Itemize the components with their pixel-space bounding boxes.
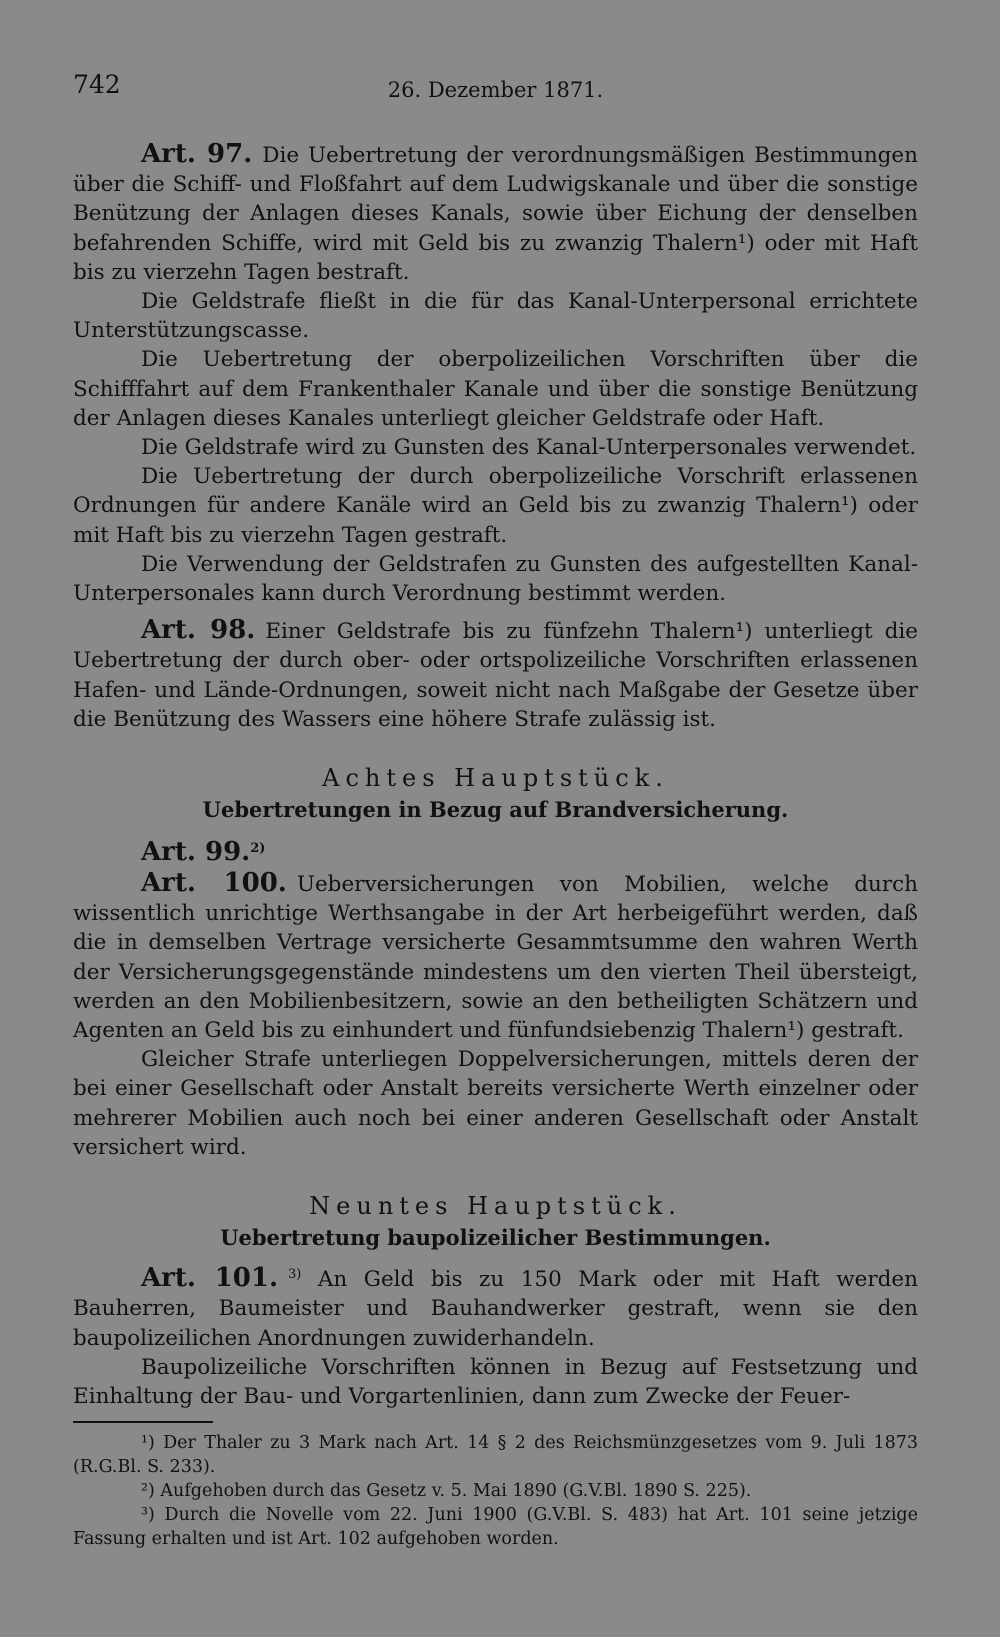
- art99-label: Art. 99.: [141, 837, 251, 868]
- art98-label: Art. 98.: [141, 615, 256, 646]
- chapter-9-title: Neuntes Hauptstück.: [309, 1192, 682, 1221]
- chapter-9-subtitle: Uebertretung baupolizeilicher Bestimmungen.: [220, 1225, 771, 1251]
- chapter-8-title: Achtes Hauptstück.: [322, 764, 669, 793]
- art101-text-1: An Geld bis zu 150 Mark oder mit Haft werden Bauherren, Baumeister und Bauhandwerker gestraft, wenn sie den baupolizeilichen Anordnungen zuwiderhandeln.: [73, 1267, 918, 1351]
- art97-label: Art. 97.: [141, 139, 253, 169]
- art97-text-1: Die Uebertretung der verordnungsmäßigen Bestimmungen über die Schiff- und Floßfahrt auf dem Ludwigskanale und über die sonstige Benützung der Anlagen dieses Kanals, sowie über Eichung der denselben befahrenden Schiffe, wird mit Geld bis zu zwanzig Thalern¹) oder mit Haft bis zu vierzehn Tagen bestraft.: [73, 143, 919, 285]
- page-header: [73, 70, 918, 110]
- footnote-2: ²) Aufgehoben durch das Gesetz v. 5. Mai 1890 (G.V.Bl. 1890 S. 225).: [141, 1481, 752, 1501]
- art100-paragraph-1: [73, 869, 918, 1045]
- art101-label: Art. 101.: [141, 1263, 278, 1294]
- art98-paragraph: [73, 616, 918, 734]
- document-body: [73, 140, 918, 1411]
- chapter-8-subtitle: Uebertretungen in Bezug auf Brandversicherung.: [202, 797, 789, 823]
- footnotes: [73, 1421, 918, 1551]
- page-number: 742: [73, 70, 121, 99]
- art100-text-1: Ueberversicherungen von Mobilien, welche durch wissentlich unrichtige Werthsangabe in der Art herbeigeführt werden, daß die in demselben Vertrage versicherte Gesammtsumme den wahren Werth der Versicherungsgegenstände mindestens um den vierten Theil übersteigt, werden an den Mobilienbesitzern, sowie an den betheiligten Schätzern und Agenten an Geld bis zu einhundert und fünfundsiebenzig Thalern¹) gestraft.: [73, 872, 918, 1044]
- art101-paragraph-1: [73, 1260, 918, 1353]
- art101-footnote-ref: 3): [288, 1267, 302, 1283]
- art97-paragraph-3: Die Uebertretung der oberpolizeilichen Vorschriften über die Schifffahrt auf dem Frankenthaler Kanale und über die sonstige Benützung der Anlagen dieses Kanales unterliegt gleicher Geldstrafe oder Haft.: [73, 347, 918, 431]
- art99-footnote-ref: 2): [250, 841, 266, 857]
- art100-label: Art. 100.: [141, 868, 287, 899]
- art97-paragraph-6: Die Verwendung der Geldstrafen zu Gunsten des aufgestellten Kanal-Unterpersonales kann durch Verordnung bestimmt werden.: [73, 551, 918, 607]
- art97-paragraph-5: Die Uebertretung der durch oberpolizeiliche Vorschrift erlassenen Ordnungen für andere Kanäle wird an Geld bis zu zwanzig Thalern¹) oder mit Haft bis zu vierzehn Tagen gestraft.: [73, 464, 918, 548]
- art98-text: Einer Geldstrafe bis zu fünfzehn Thalern¹) unterliegt die Uebertretung der durch ober- oder ortspolizeiliche Vorschriften erlassenen Hafen- und Lände-Ordnungen, soweit nicht nach Maßgabe der Gesetze über die Benützung des Wassers eine höhere Strafe zulässig ist.: [73, 619, 919, 732]
- art101-paragraph-2: Baupolizeiliche Vorschriften können in Bezug auf Festsetzung und Einhaltung der Bau- und Vorgartenlinien, dann zum Zwecke der Feuer-: [73, 1354, 918, 1409]
- page-date: 26. Dezember 1871.: [387, 78, 604, 102]
- footnote-3: ³) Durch die Novelle vom 22. Juni 1900 (G.V.Bl. S. 483) hat Art. 101 seine jetzige Fassung erhalten und ist Art. 102 aufgehoben worden.: [73, 1505, 918, 1549]
- footnote-1: ¹) Der Thaler zu 3 Mark nach Art. 14 § 2 des Reichsmünzgesetzes vom 9. Juli 1873 (R.G.Bl. S. 233).: [73, 1433, 918, 1477]
- art97-paragraph-4: Die Geldstrafe wird zu Gunsten des Kanal-Unterpersonales verwendet.: [141, 435, 917, 461]
- footnote-divider: [73, 1421, 213, 1423]
- art100-paragraph-2: Gleicher Strafe unterliegen Doppelversicherungen, mittels deren der bei einer Gesellschaft oder Anstalt bereits versicherte Werth einzelner oder mehrerer Mobilien auch noch bei einer anderen Gesellschaft oder Anstalt versichert wird.: [73, 1047, 918, 1160]
- art97-paragraph-1: [73, 140, 918, 287]
- art97-paragraph-2: Die Geldstrafe fließt in die für das Kanal-Unterpersonal errichtete Unterstützungscasse.: [73, 289, 918, 344]
- art99-heading: [73, 832, 918, 869]
